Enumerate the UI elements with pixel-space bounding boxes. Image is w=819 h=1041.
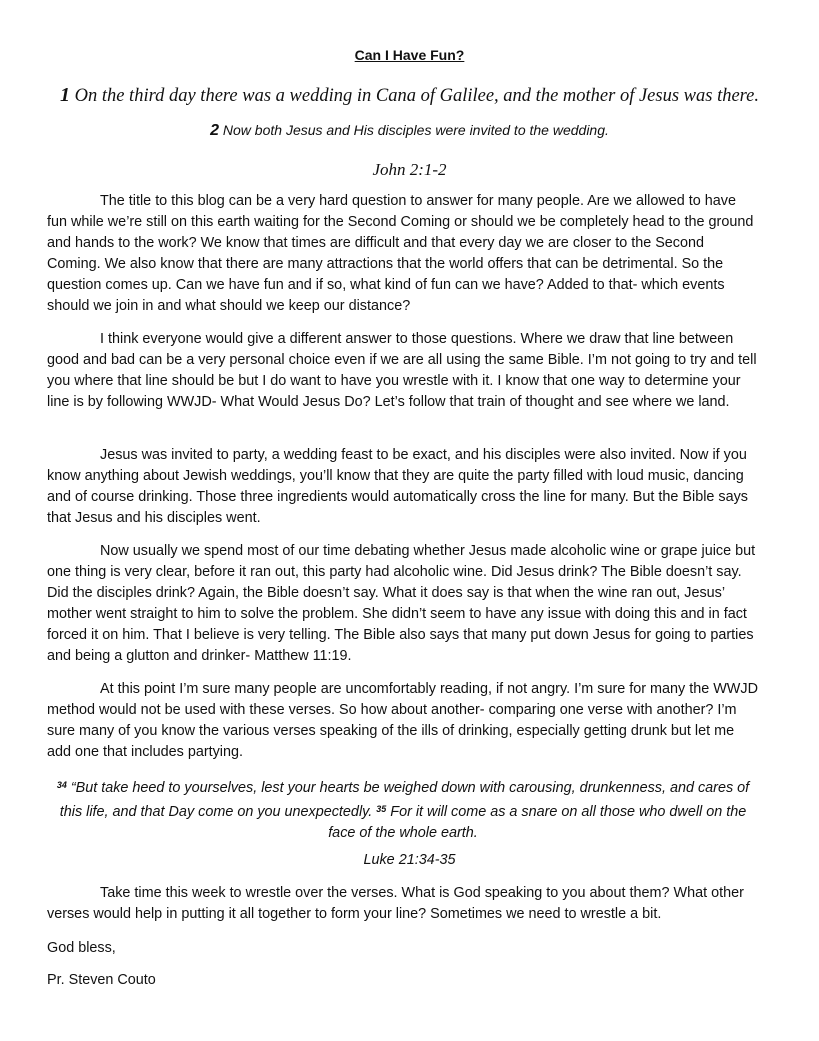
scripture-verse-2 [0, 120, 819, 141]
scripture-quote-luke [47, 775, 759, 844]
scripture-reference-luke: Luke 21:34-35 [363, 852, 456, 868]
verse-text-34: “But take heed to yourselves, lest your hearts be weighed down with carousing, drunkenness, and cares of this life, and that Day come on you unexpectedly. [59, 780, 750, 820]
closing-paragraph: Take time this week to wrestle over the verses. What is God speaking to you about them? What other verses would help in putting it all together to form your line? Sometimes we need to wrestle a bit. [47, 885, 744, 922]
verse-number-2: 2 [210, 122, 220, 139]
verse-text-2: Now both Jesus and His disciples were invited to the wedding. [219, 122, 609, 138]
body-paragraph-2: I think everyone would give a different answer to those questions. Where we draw that line between good and bad can be a very personal choice even if we are all using the same Bible. I’m not going to try and tell you where that line should be but I do want to have you wrestle with it. I know that one way to determine your line is by following WWJD- What Would Jesus Do? Let’s follow that train of thought and see where we land. [47, 331, 757, 410]
verse-text-1: On the third day there was a wedding in Cana of Galilee, and the mother of Jesus was there. [69, 86, 760, 106]
verse-text-35: For it will come as a snare on all those who dwell on the face of the whole earth. [328, 804, 747, 841]
body-paragraph-4: Now usually we spend most of our time debating whether Jesus made alcoholic wine or grape juice but one thing is very clear, before it ran out, this party had alcoholic wine. Did Jesus drink? The Bible doesn’t say. Did the disciples drink? Again, the Bible doesn’t say. What it does say is that when the wine ran out, Jesus’ mother went straight to him to solve the problem. She didn’t seem to have any issue with doing this and in fact forced it on him. That I believe is very telling. The Bible also says that many put down Jesus for going to parties and being a glutton and drinker- Matthew 11:19. [47, 543, 756, 664]
scripture-verse-1 [0, 83, 819, 108]
sign-off: God bless, [47, 940, 116, 956]
verse-number-1: 1 [59, 84, 70, 106]
author-signature: Pr. Steven Couto [47, 972, 156, 988]
body-paragraph-1: The title to this blog can be a very hard question to answer for many people. Are we allowed to have fun while we’re still on this earth waiting for the Second Coming or should we be completely head to the ground and hands to the work? We know that times are difficult and that every day we are closer to the Second Coming. We also know that there are many attractions that the world offers that can be detrimental. So the question comes up. Can we have fun and if so, what kind of fun can we have? Added to that- which events should we join in and what should we keep our distance? [47, 193, 754, 314]
verse-number-35: 35 [376, 804, 387, 814]
scripture-reference-john: John 2:1-2 [372, 160, 447, 179]
body-paragraph-5: At this point I’m sure many people are uncomfortably reading, if not angry. I’m sure for many the WWJD method would not be used with these verses. So how about another- comparing one verse with another? I’m sure many of you know the various verses speaking of the ills of drinking, especially getting drunk but let me add one that includes partying. [47, 681, 758, 760]
page-title: Can I Have Fun? [354, 47, 465, 63]
body-paragraph-3: Jesus was invited to party, a wedding feast to be exact, and his disciples were also invited. Now if you know anything about Jewish weddings, you’ll know that they are quite the party filled with loud music, dancing and of course drinking. Those three ingredients would automatically cross the line for many. But the Bible says that Jesus and his disciples went. [47, 447, 748, 526]
verse-number-34: 34 [56, 780, 67, 790]
